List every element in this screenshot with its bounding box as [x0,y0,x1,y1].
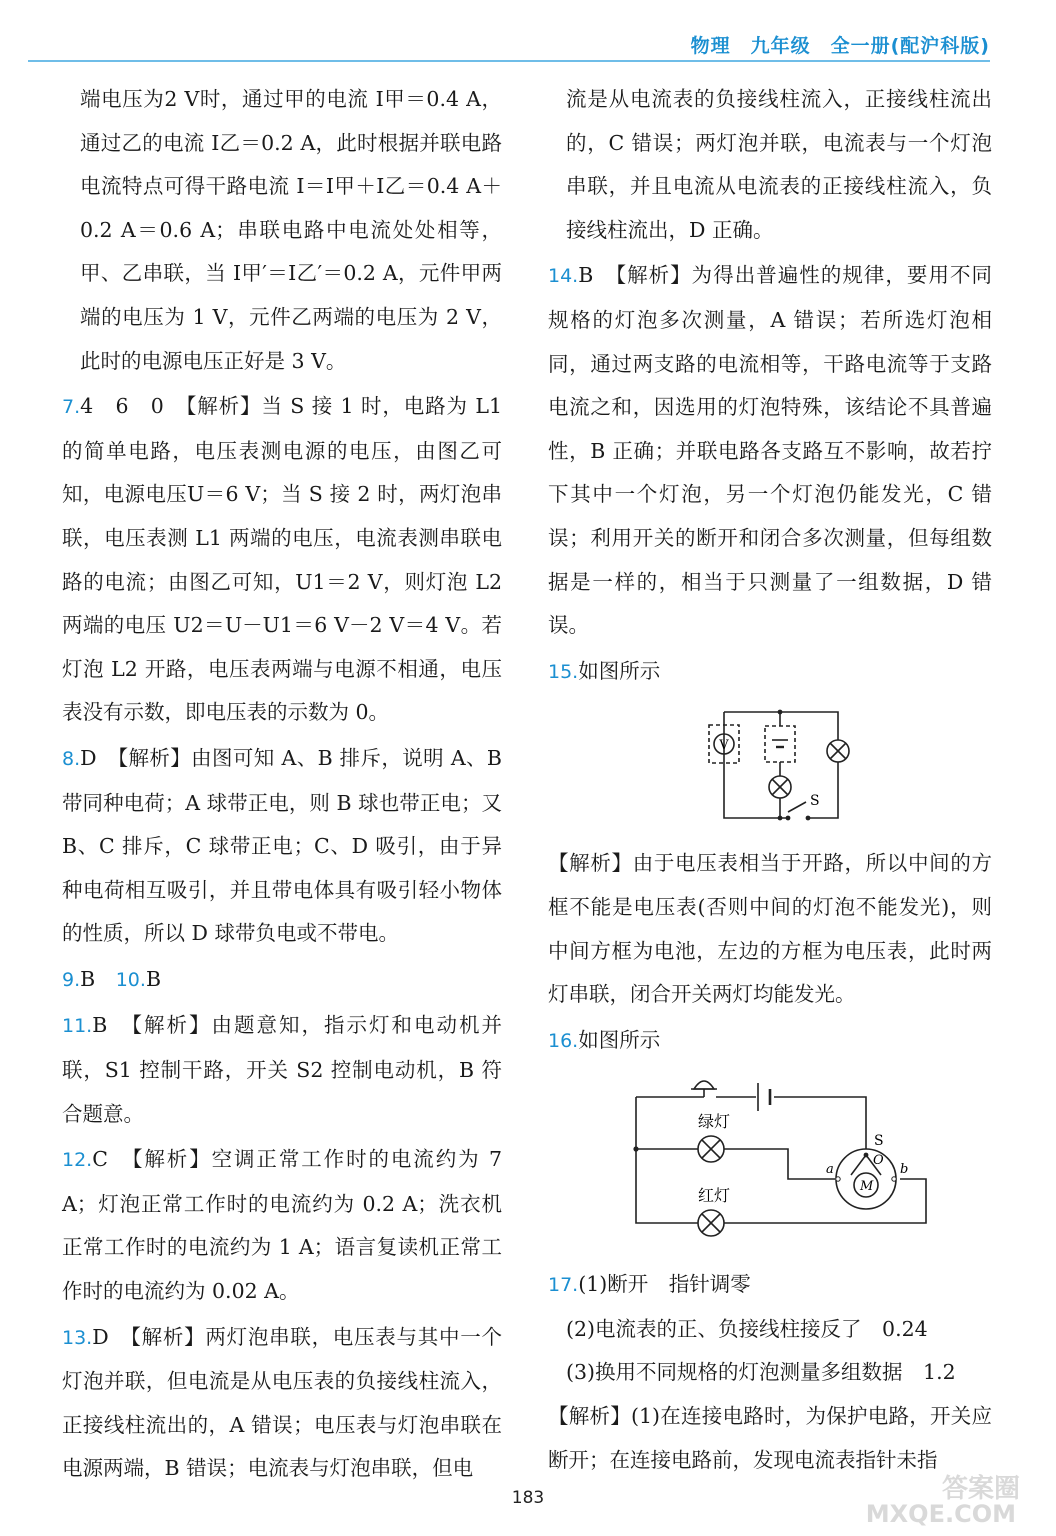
answer-number: 10. [115,968,146,991]
voltmeter-label: V [719,738,729,754]
answer-text: C 【解析】空调正常工作时的电流约为 7 A；灯泡正常工作时的电流约为 0.2 A；洗衣机正常工作时的电流约为 1 A；语言复读机正常工作时的电流约为 0.02 A。 [62,1147,502,1304]
answer-text: B 【解析】由题意知，指示灯和电动机并联，S1 控制干路，开关 S2 控制电动机，B 符合题意。 [62,1013,502,1126]
answer-17-part-3: (3)换用不同规格的灯泡测量多组数据 1.2 [566,1360,956,1385]
switch-label: S [810,793,820,810]
answer-text: 4 6 0 【解析】当 S 接 1 时，电路为 L1 的简单电路，电压表测电源的电压，由图乙可知，电源电压U＝6 V；当 S 接 2 时，两灯泡串联，电压表测 L1 两端的电压，电流表测串联电路的电流；由图乙可知，U1＝2 V，则灯泡 L2 两端的电压 U2＝U－U1＝6 V－2 V＝4 V。若灯泡 L2 开路，电压表两端与电源不相通，电压表没有示数，即电压表的示数为 0。 [62,394,502,725]
answer-9-10 [62,958,502,1003]
answer-number: 7. [62,396,81,419]
green-lamp-label: 绿灯 [698,1112,731,1132]
answer-number: 14. [548,265,579,288]
answer-number: 17. [548,1274,579,1297]
answer-text: (1)断开 指针调零 [578,1272,751,1297]
pivot-label: O [873,1153,884,1169]
answer-text: 如图所示 [578,658,661,683]
header-title: 物理 九年级 全一册(配沪科版) [690,35,990,57]
answer-number: 11. [62,1015,93,1038]
answer-text: B 【解析】为得出普遍性的规律，要用不同规格的灯泡多次测量，A 错误；若所选灯泡相同，通过两支路的电流相等，干路电流等于支路电流之和，因选用的灯泡特殊，该结论不具普遍性，B 正确；并联电路各支路互不影响，故若拧下其中一个灯泡，另一个灯泡仍能发光，C 错误；利用开关的断开和闭合多次测量，但每组数据是一样的，相当于只测量了一组数据，D 错误。 [548,263,992,638]
red-lamp-label: 红灯 [698,1186,731,1206]
answer-13 [62,1316,502,1491]
left-column [62,78,502,1491]
answer-text: B [145,966,162,991]
answer-8 [62,737,502,956]
answer-text: D 【解析】两灯泡串联，电压表与其中一个灯泡并联，但电流是从电压表的负接线柱流入，正接线柱流出的，A 错误；电压表与灯泡串联在电源两端，B 错误；电流表与灯泡串联，但电 [62,1324,502,1481]
answer-12 [62,1138,502,1313]
answer-number: 9. [62,968,81,991]
answer-15 [548,650,992,695]
header-divider [28,60,990,62]
answer-17-part-2: (2)电流表的正、负接线柱接反了 0.24 [566,1316,928,1341]
answer-text: D 【解析】由图可知 A、B 排斥，说明 A、B 带同种电荷；A 球带正电，则 B 球也带正电；又 B、C 排斥，C 球带正电；C、D 吸引，由于异种电荷相互吸引，并且带电体具有吸引轻小物体的性质，所以 D 球带负电或不带电。 [62,745,502,946]
answer-16 [548,1019,992,1064]
circuit-diagram [548,700,992,838]
circuit-figure-16 [548,1069,992,1259]
right-column [548,78,992,1482]
answer-number: 16. [548,1029,579,1052]
answer-number: 15. [548,660,579,683]
answer-number: 8. [62,747,81,770]
continued-text: 端电压为2 V时，通过甲的电流 I甲＝0.4 A，通过乙的电流 I乙＝0.2 A，此时根据并联电路电流特点可得干路电流 I＝I甲＋I乙＝0.4 A＋0.2 A＝0.6 A；串联电路中电流处处相等，甲、乙串联，当 I甲′＝I乙′＝0.2 A，元件甲两端的电压为 1 V，元件乙两端的电压为 2 V，此时的电源电压正好是 3 V。 [80,87,502,373]
page-number: 183 [511,1488,545,1508]
answer-number: 12. [62,1149,93,1172]
motor-label: M [860,1179,874,1195]
page-header [0,0,1056,64]
watermark-logo: 答案圈 [941,1474,1020,1504]
continued-text: 流是从电流表的负接线柱流入，正接线柱流出的，C 错误；两灯泡并联，电流表与一个灯泡串联，并且电流从电流表的正接线柱流入，负接线柱流出，D 正确。 [566,87,992,242]
watermark-url: MXQE.COM [865,1500,1016,1528]
contact-a-label: a [826,1162,834,1178]
answer-number: 13. [62,1326,93,1349]
answer-11 [62,1004,502,1136]
answer-text: B [80,966,116,991]
answer-text: 如图所示 [578,1027,661,1052]
answer-17-explanation: 【解析】(1)在连接电路时，为保护电路，开关应断开；在连接电路前，发现电流表指针未指 [548,1404,992,1472]
circuit-figure-15 [548,700,992,838]
answer-15-explanation: 【解析】由于电压表相当于开路，所以中间的方框不能是电压表(否则中间的灯泡不能发光)，则中间方框为电池，左边的方框为电压表，此时两灯串联，闭合开关两灯均能发光。 [548,851,992,1007]
answer-14 [548,254,992,647]
contact-b-label: b [900,1162,909,1178]
switch-label: S [874,1133,884,1150]
answer-7 [62,385,502,735]
answer-17 [548,1263,992,1308]
circuit-diagram [548,1069,992,1259]
